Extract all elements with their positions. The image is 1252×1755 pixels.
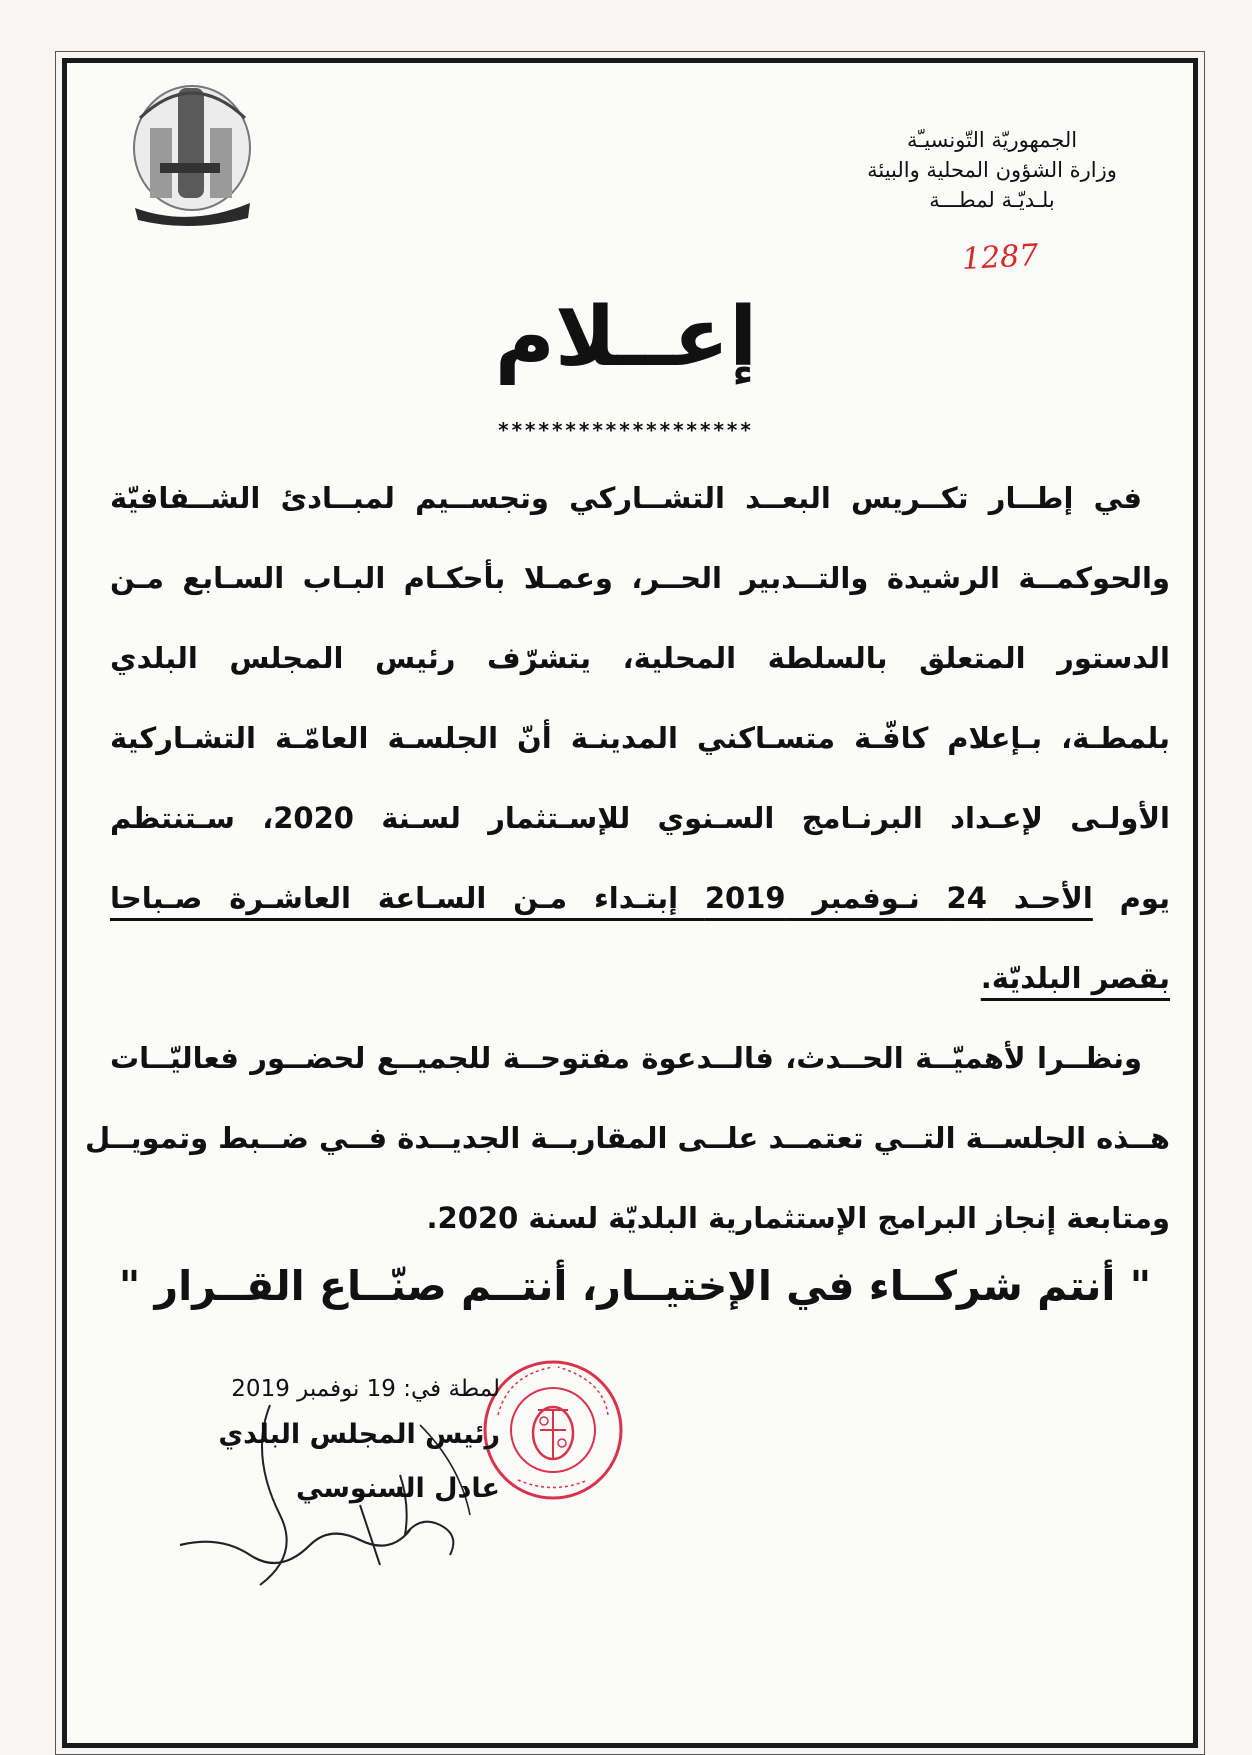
- paragraph-2-line-3: ومتابعة إنجاز البرامج الإستثمارية البلديّة لسنة 2020.: [426, 1201, 1170, 1235]
- signatory-name: عادل السنوسي: [296, 1473, 500, 1504]
- signatory-role: رئيس المجلس البلدي: [218, 1419, 500, 1450]
- signing-date: لمطة في: 19 نوفمبر 2019: [231, 1376, 500, 1402]
- date-prefix: يوم: [1092, 881, 1170, 915]
- paragraph-1-line-4: بلمطـة، بـإعلام كافّـة متسـاكني المدينـة أنّ الجلسـة العامّـة التشـاركية: [110, 721, 1170, 755]
- issuer-header: [812, 125, 1172, 215]
- header-municipality: بلـديّـة لمطـــة: [929, 188, 1055, 212]
- announcement-paragraph-1: [110, 458, 1170, 1018]
- paragraph-1-line-7: [110, 938, 1170, 1018]
- header-republic: الجمهوريّة التّونسيـّة: [906, 128, 1078, 152]
- separator-stars: *******************: [498, 418, 754, 442]
- paragraph-1-line-6: [110, 858, 1170, 938]
- meeting-date-underlined: الأحـد 24 نـوفمبر 2019 إبتـداء مـن السـاعة العاشـرة صـباحا: [110, 881, 1093, 915]
- paragraph-1-line-5: الأولـى لإعـداد البرنـامج السـنوي للإسـتثمار لسـنة 2020، سـتنتظم: [110, 801, 1170, 835]
- slogan: " أنتم شركــاء في الإختيــار، أنتــم صنّــاع القــرار ": [118, 1262, 1152, 1310]
- paragraph-1-line-3: الدستور المتعلق بالسلطة المحلية، يتشرّف رئيس المجلس البلدي: [110, 641, 1170, 675]
- paragraph-2-line-1: ونظــرا لأهميّــة الحــدث، فالــدعوة مفتوحــة للجميــع لحضــور فعاليّــات: [110, 1041, 1142, 1075]
- signature-block: [120, 1370, 500, 1516]
- document-title: إعــلام: [494, 290, 758, 385]
- paragraph-1-line-1: في إطــار تكــريس البعــد التشــاركي وتجســيم لمبــادئ الشــفافيّة: [110, 481, 1142, 515]
- meeting-venue: بقصر البلديّة.: [980, 961, 1170, 995]
- announcement-paragraph-2: [84, 1018, 1170, 1258]
- paragraph-1-line-2: والحوكمــة الرشيدة والتــدبير الحــر، وعمـلا بأحكـام البـاب السـابع مـن: [110, 561, 1170, 595]
- paragraph-2-line-2: هــذه الجلســة التــي تعتمــد علــى المقاربــة الجديــدة فــي ضــبط وتمويــل: [84, 1121, 1170, 1155]
- municipality-logo-icon: [130, 78, 255, 228]
- official-stamp-icon: [478, 1355, 628, 1505]
- handwritten-reference-number: 1287: [961, 238, 1040, 277]
- header-ministry: وزارة الشؤون المحلية والبيئة: [867, 158, 1117, 182]
